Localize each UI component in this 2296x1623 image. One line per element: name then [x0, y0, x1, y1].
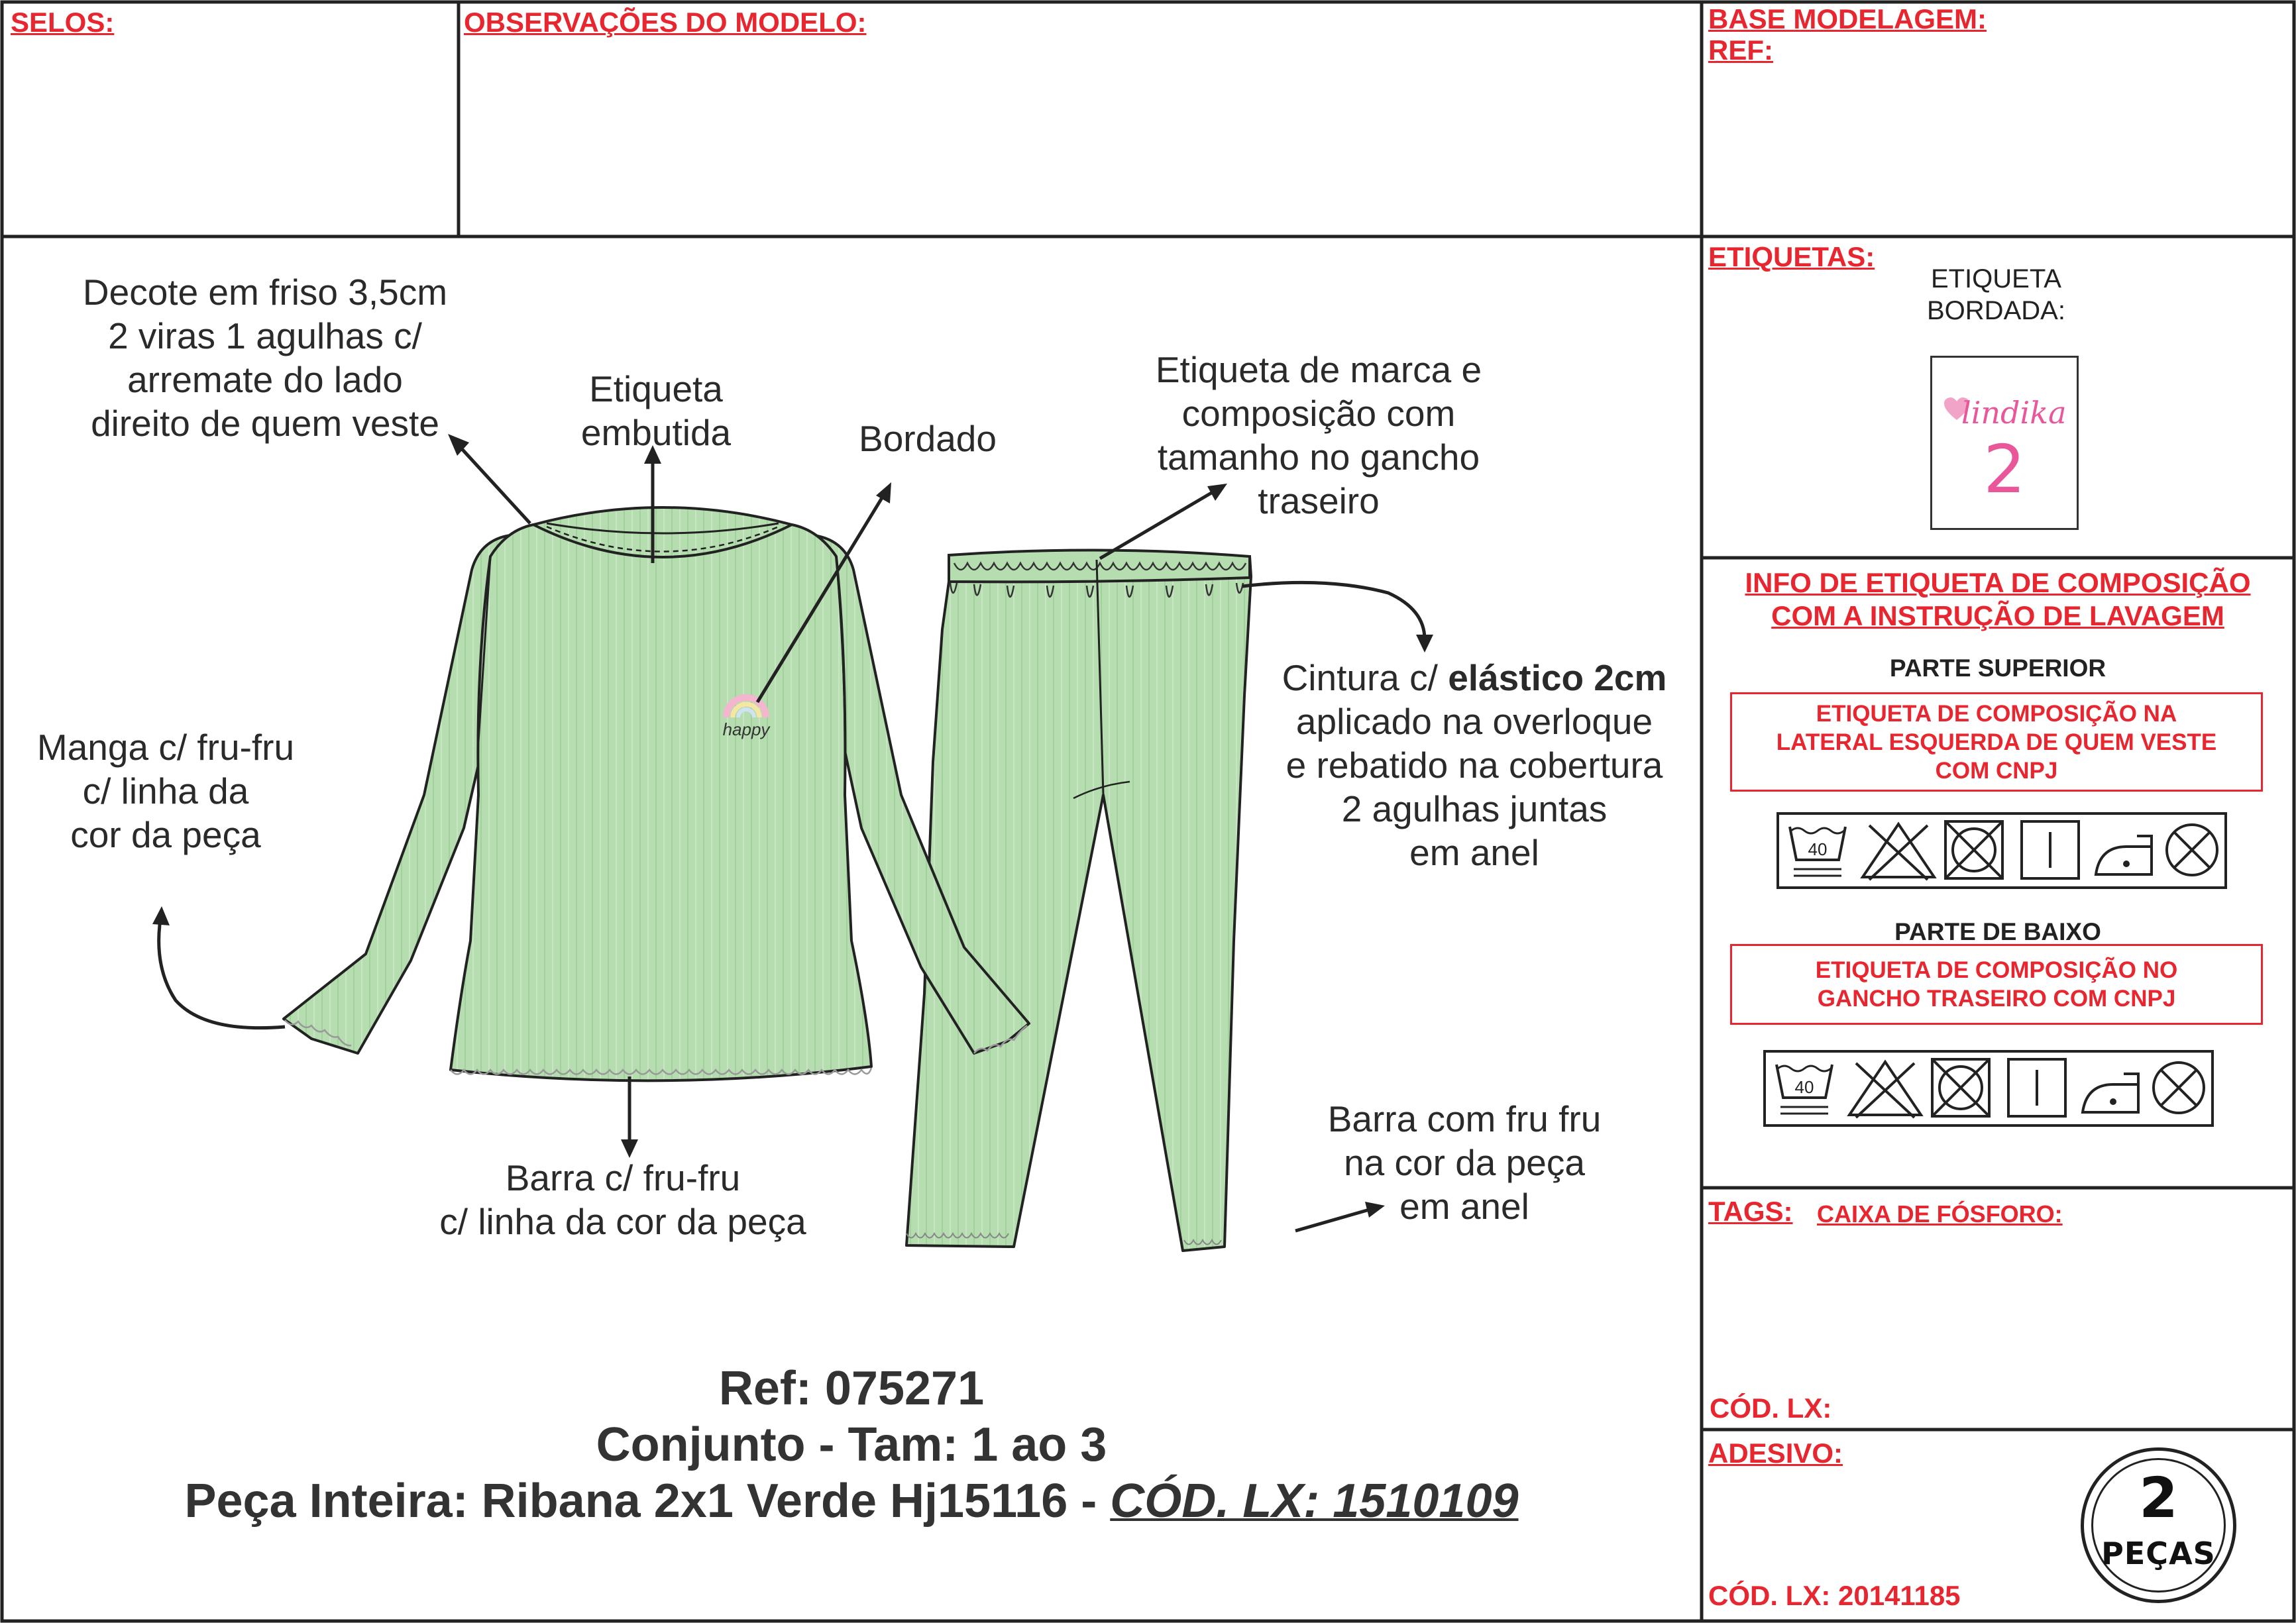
- parte-superior-box: [1730, 692, 2263, 792]
- etiqueta-marca-annotation: [1120, 348, 1517, 523]
- adesivo-header: ADESIVO:: [1708, 1438, 1843, 1469]
- product-cod-lx: CÓD. LX: 1510109: [1110, 1475, 1519, 1528]
- cintura-line1: [1259, 656, 1690, 700]
- cintura-line4: 2 agulhas juntas: [1341, 788, 1608, 829]
- etiqueta-marca-line3: tamanho no gancho: [1157, 437, 1480, 478]
- parte-superior-line1: ETIQUETA DE COMPOSIÇÃO NA: [1816, 700, 2177, 727]
- etiqueta-marca-line1: Etiqueta de marca e: [1155, 349, 1482, 390]
- parte-baixo-line2: GANCHO TRASEIRO COM CNPJ: [1817, 986, 2176, 1012]
- barra-blusa-line2: c/ linha da cor da peça: [439, 1201, 806, 1242]
- pants-drawing: [906, 550, 1251, 1251]
- wash-temp-superior: 40: [1808, 839, 1828, 859]
- barra-calca-line1: Barra com fru fru: [1327, 1098, 1602, 1139]
- manga-annotation: [13, 725, 318, 857]
- etiqueta-marca-line2: composição com: [1181, 393, 1456, 434]
- cintura-annotation: [1259, 656, 1690, 874]
- etiqueta-bordada-line1: ETIQUETA: [1930, 264, 2061, 293]
- composicao-title: [1703, 566, 2293, 633]
- shirt-drawing: [284, 507, 1029, 1080]
- cintura-line5: em anel: [1409, 832, 1539, 873]
- product-ref: Ref: 075271: [718, 1362, 985, 1415]
- cintura-bold: elástico 2cm: [1448, 657, 1667, 698]
- barra-calca-line3: em anel: [1399, 1186, 1529, 1227]
- composicao-title-line2: COM A INSTRUÇÃO DE LAVAGEM: [1771, 600, 2224, 631]
- no-tumble-dry-icon: [1945, 821, 2002, 878]
- no-bleach-icon: [1863, 824, 1934, 880]
- line-dry-icon: [2008, 1059, 2065, 1116]
- manga-line1: Manga c/ fru-fru: [36, 727, 295, 768]
- etiqueta-embutida-line2: embutida: [580, 412, 732, 453]
- parte-baixo-box: [1730, 944, 2263, 1025]
- care-symbols-superior: [1777, 812, 2227, 889]
- size-number: 2: [1983, 431, 2026, 508]
- brand-logo-text: lindika: [1961, 395, 2067, 431]
- product-peca: [0, 1474, 1703, 1528]
- embroidery-text: happy: [722, 719, 770, 739]
- selos-header: SELOS:: [11, 7, 115, 38]
- parte-baixo-line1: ETIQUETA DE COMPOSIÇÃO NO: [1815, 957, 2178, 983]
- ref-header: REF:: [1708, 34, 1773, 66]
- parte-superior-line3: COM CNPJ: [1935, 757, 2058, 784]
- decote-line4: direito de quem veste: [91, 403, 439, 444]
- no-bleach-icon: [1849, 1062, 1921, 1118]
- cod-lx-tags: CÓD. LX:: [1710, 1392, 1832, 1424]
- product-peca-prefix: Peça Inteira: Ribana 2x1 Verde Hj15116 -: [184, 1475, 1111, 1528]
- etiquetas-header: ETIQUETAS:: [1708, 241, 1875, 272]
- parte-superior-line2: LATERAL ESQUERDA DE QUEM VESTE: [1776, 729, 2217, 755]
- decote-line1: Decote em friso 3,5cm: [82, 272, 448, 313]
- barra-calca-line2: na cor da peça: [1344, 1142, 1585, 1183]
- manga-line2: c/ linha da: [82, 770, 249, 811]
- observacoes-header: OBSERVAÇÕES DO MODELO:: [464, 7, 867, 38]
- wash-temp-baixo: 40: [1794, 1077, 1814, 1097]
- no-dry-clean-icon: [2167, 825, 2217, 875]
- etiqueta-marca-line4: traseiro: [1258, 480, 1380, 521]
- etiqueta-embutida-line1: Etiqueta: [589, 368, 723, 409]
- base-modelagem-header: BASE MODELAGEM:: [1708, 3, 1987, 34]
- badge-text: PEÇAS: [2101, 1536, 2216, 1571]
- bordado-annotation: Bordado: [859, 418, 997, 459]
- composicao-title-line1: INFO DE ETIQUETA DE COMPOSIÇÃO: [1745, 567, 2251, 598]
- care-symbols-baixo: [1763, 1050, 2214, 1127]
- wash-40-icon: [1790, 827, 1845, 876]
- cintura-line2: aplicado na overloque: [1295, 701, 1653, 742]
- parte-baixo-label: PARTE DE BAIXO: [1894, 918, 2101, 945]
- iron-low-icon: [2083, 1074, 2138, 1112]
- tags-header: TAGS:: [1708, 1196, 1793, 1227]
- decote-annotation: [40, 270, 490, 445]
- barra-calca-annotation: [1299, 1097, 1630, 1228]
- cintura-line3: e rebatido na cobertura: [1285, 745, 1663, 786]
- wash-40-icon: [1777, 1065, 1832, 1114]
- product-conjunto: Conjunto - Tam: 1 ao 3: [596, 1418, 1107, 1471]
- cod-lx-adesivo: CÓD. LX: 20141185: [1708, 1580, 1961, 1611]
- etiqueta-bordada-label: [1927, 263, 2065, 327]
- barra-blusa-annotation: [391, 1156, 855, 1243]
- decote-line3: arremate do lado: [127, 359, 403, 400]
- no-tumble-dry-icon: [1932, 1059, 1989, 1116]
- manga-line3: cor da peça: [70, 814, 261, 855]
- caixa-fosforo-header: CAIXA DE FÓSFORO:: [1817, 1200, 2063, 1228]
- iron-low-icon: [2096, 836, 2152, 874]
- badge-number: 2: [2139, 1465, 2178, 1530]
- parte-superior-label: PARTE SUPERIOR: [1889, 654, 2106, 682]
- line-dry-icon: [2022, 821, 2079, 878]
- etiqueta-embutida-annotation: [550, 367, 762, 454]
- etiqueta-bordada-box: [1930, 356, 2079, 530]
- no-dry-clean-icon: [2154, 1063, 2204, 1113]
- pieces-badge: [2081, 1447, 2236, 1603]
- barra-blusa-line1: Barra c/ fru-fru: [505, 1157, 741, 1198]
- decote-line2: 2 viras 1 agulhas c/: [108, 315, 422, 356]
- cintura-prefix: Cintura c/: [1282, 657, 1449, 698]
- etiqueta-bordada-line2: BORDADA:: [1927, 296, 2065, 325]
